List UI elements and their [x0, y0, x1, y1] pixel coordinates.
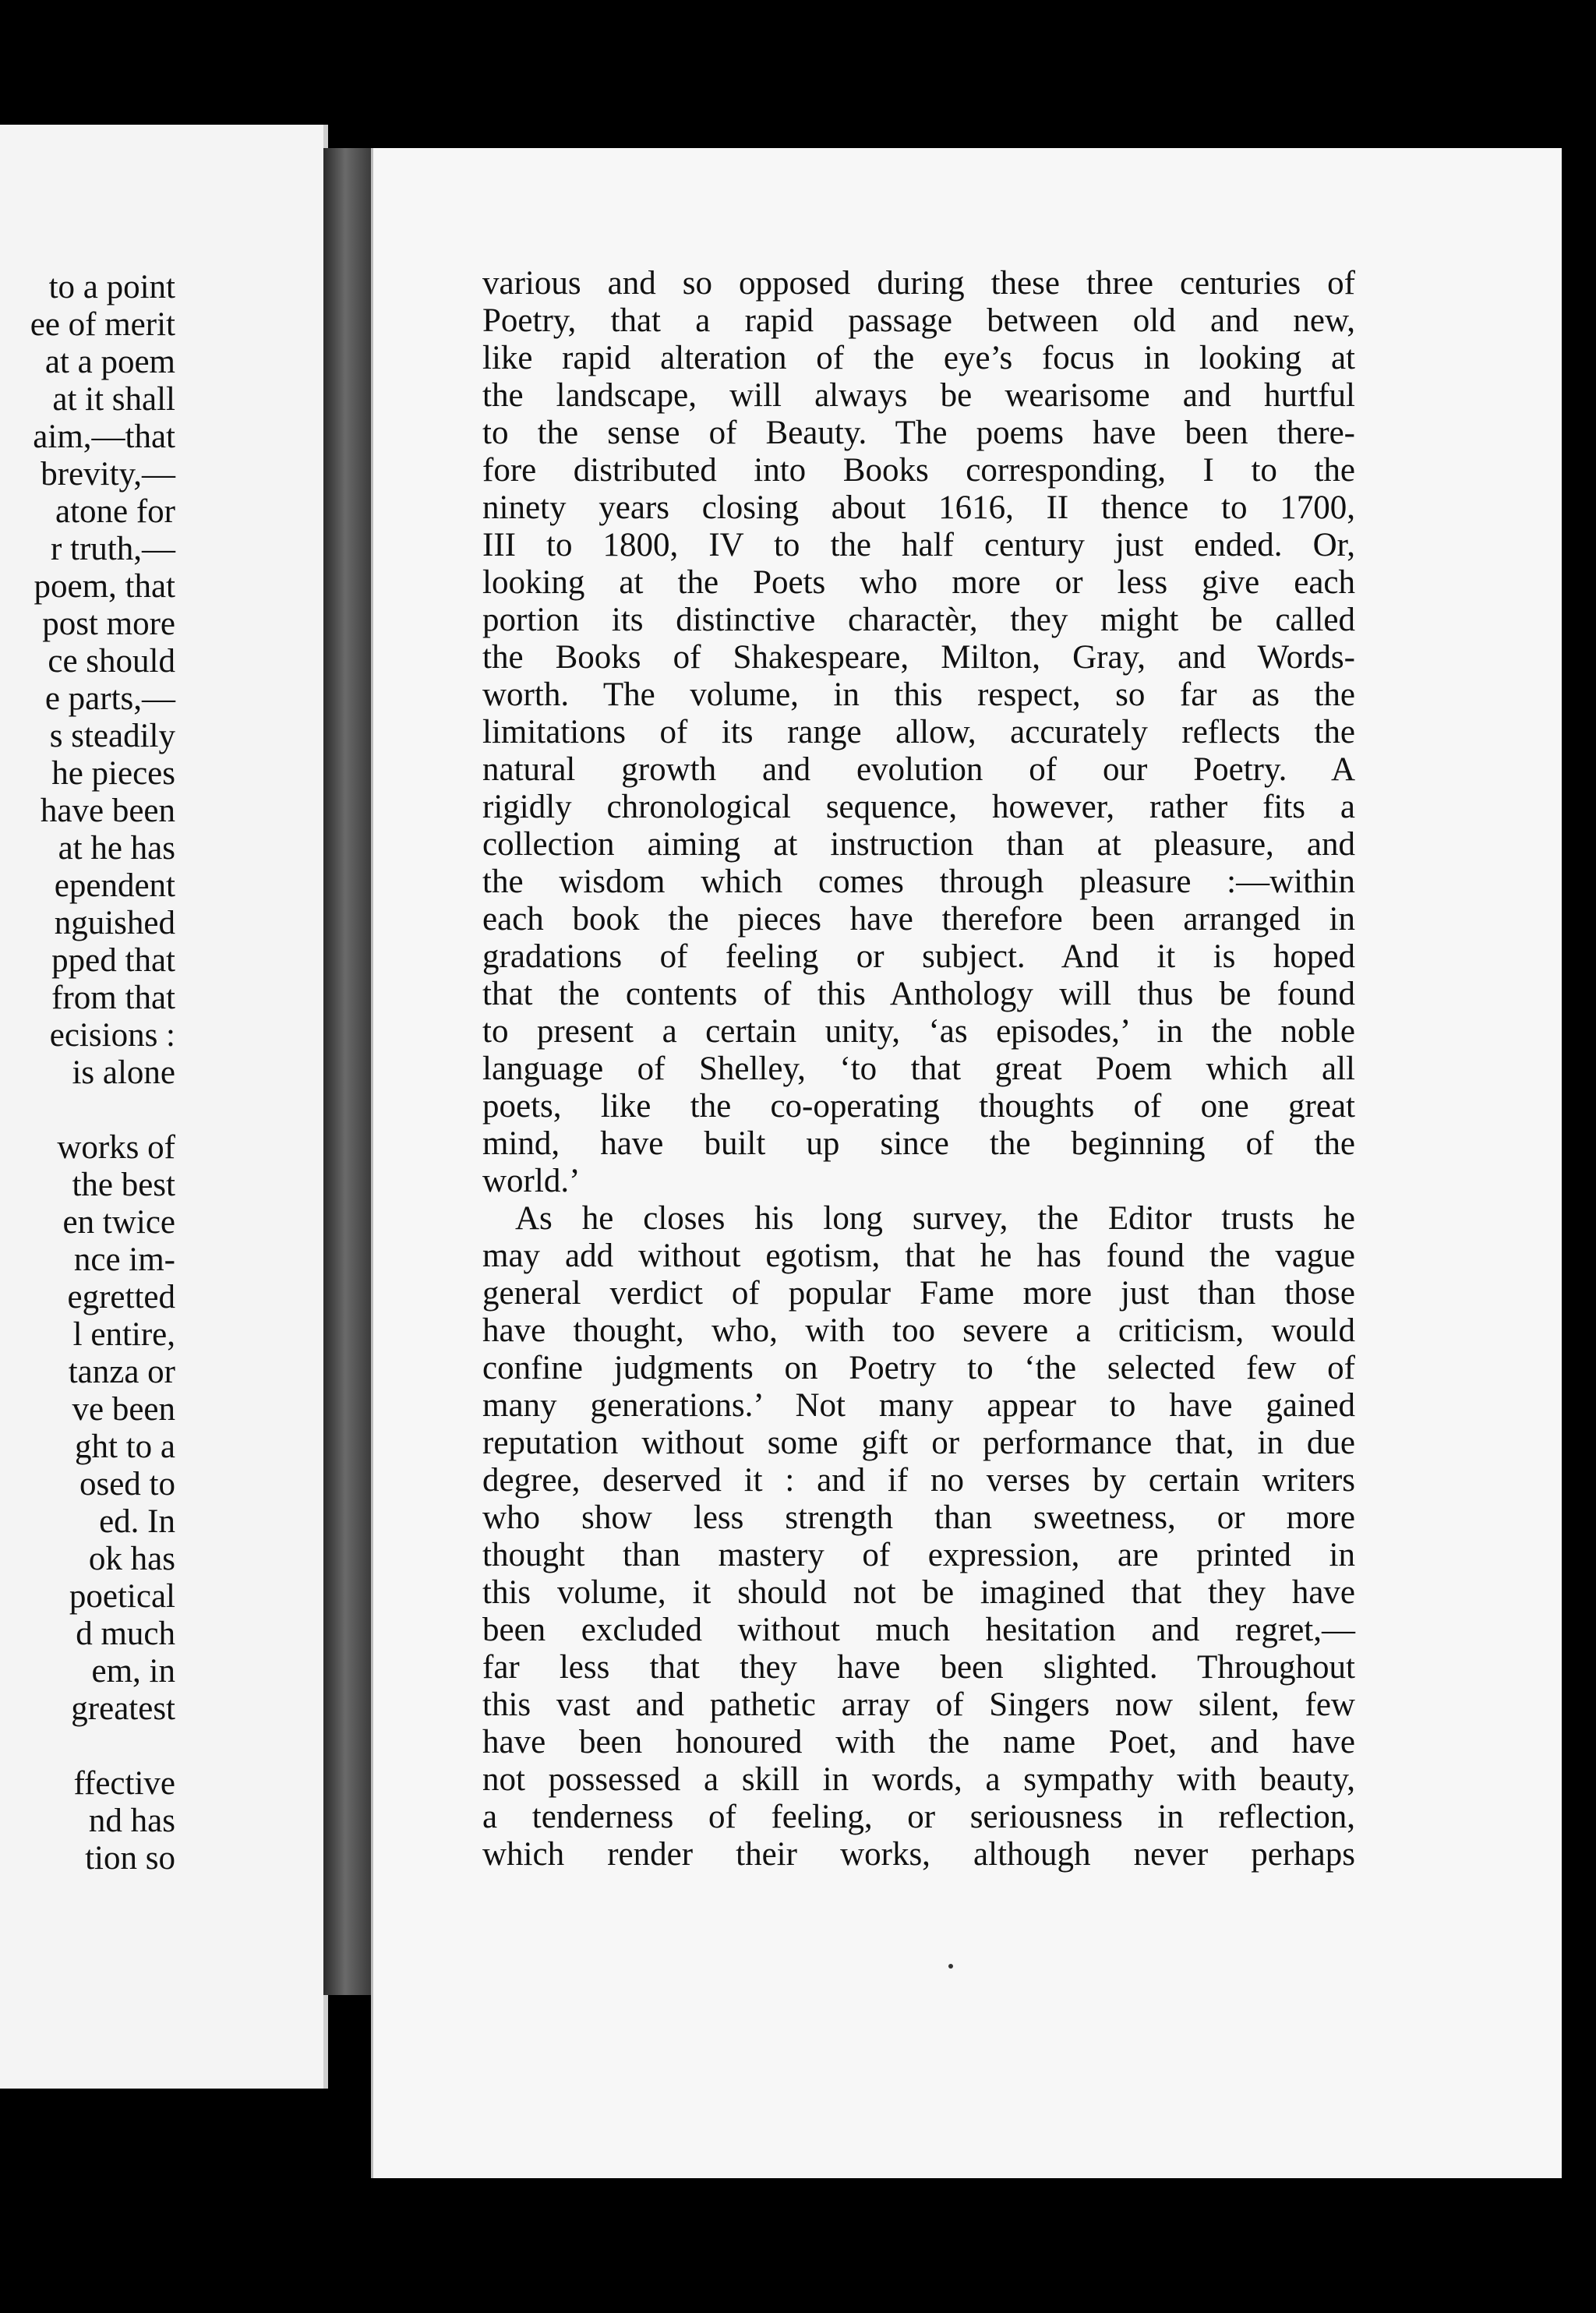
text-line: looking at the Poets who more or less give each [482, 564, 1355, 601]
text-line: to a point [48, 269, 175, 305]
text-line: the wisdom which comes through pleasure :—within [482, 863, 1355, 900]
text-line: poem, that [34, 568, 175, 605]
text-line: confine judgments on Poetry to ‘the selected few of [482, 1350, 1355, 1386]
text-line: em, in [91, 1653, 175, 1690]
text-line: general verdict of popular Fame more just than those [482, 1275, 1355, 1312]
text-line: a tenderness of feeling, or seriousness in reflection, [482, 1799, 1355, 1835]
text-line: to present a certain unity, ‘as episodes,’ in the noble [482, 1013, 1355, 1050]
text-line: worth. The volume, in this respect, so far as the [482, 676, 1355, 713]
text-line: to the sense of Beauty. The poems have been there- [482, 415, 1355, 451]
right-page-text [482, 265, 1355, 1873]
text-line: not possessed a skill in words, a sympathy with beauty, [482, 1761, 1355, 1798]
text-line: at it shall [52, 381, 175, 418]
text-line: greatest [71, 1690, 175, 1727]
text-line: e parts,— [44, 680, 175, 717]
text-line: been excluded without much hesitation and regret,— [482, 1612, 1355, 1648]
text-line: that the contents of this Anthology will thus be found [482, 976, 1355, 1012]
text-line: ee of merit [30, 306, 175, 343]
text-line: degree, deserved it : and if no verses by certain writers [482, 1462, 1355, 1499]
text-line: limitations of its range allow, accurately reflects the [482, 714, 1355, 750]
text-line: mind, have built up since the beginning of the [482, 1125, 1355, 1162]
left-page-text [0, 269, 175, 1877]
text-line: osed to [79, 1466, 175, 1503]
text-line: from that [51, 980, 175, 1016]
text-line: world.’ [482, 1163, 581, 1199]
text-line: various and so opposed during these three centuries of [482, 265, 1355, 302]
text-line: ght to a [75, 1428, 175, 1465]
text-line: ninety years closing about 1616, II thence to 1700, [482, 489, 1355, 526]
text-line: post more [42, 606, 175, 642]
text-line: brevity,— [41, 456, 175, 493]
text-line: have thought, who, with too severe a criticism, would [482, 1312, 1355, 1349]
text-line: ve been [72, 1391, 175, 1428]
text-line: d much [76, 1616, 175, 1652]
text-line: ecisions : [49, 1017, 175, 1054]
text-line: l entire, [72, 1316, 175, 1353]
text-line: may add without egotism, that he has found the vague [482, 1238, 1355, 1274]
text-line: the landscape, will always be wearisome and hurtful [482, 377, 1355, 414]
text-line: gradations of feeling or subject. And it is hoped [482, 938, 1355, 975]
text-line: which render their works, although never perhaps [482, 1836, 1355, 1873]
text-line: nd has [88, 1803, 175, 1839]
text-line: this vast and pathetic array of Singers now silent, few [482, 1686, 1355, 1723]
text-line: nguished [54, 905, 175, 941]
text-line: Poetry, that a rapid passage between old and new, [482, 302, 1355, 339]
text-line: at a poem [44, 344, 175, 380]
text-line: works of [57, 1129, 175, 1166]
text-line: aim,—that [33, 418, 175, 455]
text-line: rigidly chronological sequence, however, rather fits a [482, 789, 1355, 825]
text-line: collection aiming at instruction than at pleasure, and [482, 826, 1355, 863]
text-line: s steadily [49, 718, 175, 754]
text-line: the Books of Shakespeare, Milton, Gray, and Words- [482, 639, 1355, 676]
text-line: thought than mastery of expression, are printed in [482, 1537, 1355, 1573]
text-line: have been honoured with the name Poet, and have [482, 1724, 1355, 1760]
text-line: at he has [58, 830, 175, 867]
text-line: the best [72, 1167, 175, 1203]
right-page [371, 148, 1562, 2178]
text-line: reputation without some gift or performance that, in due [482, 1425, 1355, 1461]
left-page [0, 125, 328, 2089]
text-line: language of Shelley, ‘to that great Poem which all [482, 1051, 1355, 1087]
text-line: poets, like the co-operating thoughts of one great [482, 1088, 1355, 1125]
text-line: tanza or [68, 1354, 175, 1390]
text-line: As he closes his long survey, the Editor trusts he [515, 1200, 1355, 1237]
text-line: tion so [85, 1840, 175, 1877]
text-line: far less that they have been slighted. Throughout [482, 1649, 1355, 1686]
text-line: en twice [62, 1204, 175, 1241]
text-line: like rapid alteration of the eye’s focus in looking at [482, 340, 1355, 376]
text-line: fore distributed into Books corresponding, I to the [482, 452, 1355, 489]
text-line: egretted [67, 1279, 175, 1315]
text-line: this volume, it should not be imagined that they have [482, 1574, 1355, 1611]
text-line: nce im- [73, 1241, 175, 1278]
text-line: portion its distinctive charactèr, they might be called [482, 602, 1355, 638]
text-line: poetical [69, 1578, 175, 1615]
text-line: each book the pieces have therefore been arranged in [482, 901, 1355, 938]
text-line: he pieces [51, 755, 175, 792]
text-line: have been [40, 793, 175, 829]
page-mark [948, 1964, 953, 1969]
text-line: ce should [48, 643, 175, 680]
text-line: ed. In [99, 1503, 175, 1540]
text-line: ok has [88, 1541, 175, 1577]
text-line: atone for [55, 493, 175, 530]
text-line: r truth,— [50, 531, 175, 567]
text-line: many generations.’ Not many appear to have gained [482, 1387, 1355, 1424]
text-line: natural growth and evolution of our Poetry. A [482, 751, 1355, 788]
text-line: ependent [54, 867, 175, 904]
book-gutter [323, 148, 372, 1995]
text-line: III to 1800, IV to the half century just ended. Or, [482, 527, 1355, 563]
text-line: pped that [51, 942, 175, 979]
text-line: who show less strength than sweetness, or more [482, 1499, 1355, 1536]
text-line: is alone [72, 1054, 175, 1091]
text-line: ffective [73, 1765, 175, 1802]
